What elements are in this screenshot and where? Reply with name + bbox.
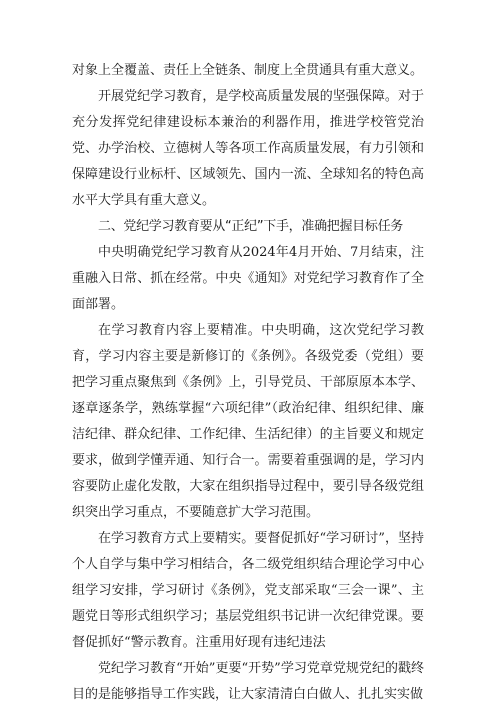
paragraph-content: 在学习教育内容上要精准。中央明确，这次党纪学习教育，学习内容主要是新修订的《条例》。各级党委（党组）要把学习重点聚焦到《条例》上，引导党员、干部原原本本学、逐章逐条学，熟练掌握“六项纪律”（政治纪律、组织纪律、廉洁纪律、群众纪律、工作纪律、生活纪律）的主旨要义和规定要求，做到学懂弄通、知行合一。需要着重强调的是，学习内容要防止虚化发散，大家在组织指导过程中，要引导各级党组织突出学习重点，不要随意扩大学习范围。: [72, 323, 424, 520]
paragraph-significance: 开展党纪学习教育，是学校高质量发展的坚强保障。对于充分发挥党纪律建设标本兼治的利器作用，推进学校管党治党、办学治校、立德树人等各项工作高质量发展，有力引领和保障建设行业标杆、区域领先、国内一流、全球知名的特色高水平大学具有重大意义。: [72, 89, 424, 208]
paragraph-continuation: 对象上全覆盖、责任上全链条、制度上全贯通具有重大意义。: [72, 63, 424, 78]
paragraph-method: 在学习教育方式上要精实。要督促抓好“学习研讨”，坚持个人自学与集中学习相结合，各二级党组织结合理论学习中心组学习安排，学习研讨《条例》，党支部采取“三会一课”、主题党日等形式组织学习；基层党组织书记讲一次纪律党课。要督促抓好“警示教育。注重用好现有违纪违法: [72, 531, 424, 650]
paragraph-start: 党纪学习教育“开始”更要“开势”学习党章党规党纪的戳终目的是能够指导工作实践，让大家清清白白做人、扎扎实实做: [72, 661, 424, 702]
paragraph-timeline: 中央明确党纪学习教育从2024年4月开始、7月结束，注重融入日常、抓在经常。中央《通知》对党纪学习教育作了全面部署。: [72, 245, 424, 312]
section-heading: 二、党纪学习教育要从“正纪”下手，准确把握目标任务: [98, 219, 403, 234]
document-body: [72, 58, 424, 708]
